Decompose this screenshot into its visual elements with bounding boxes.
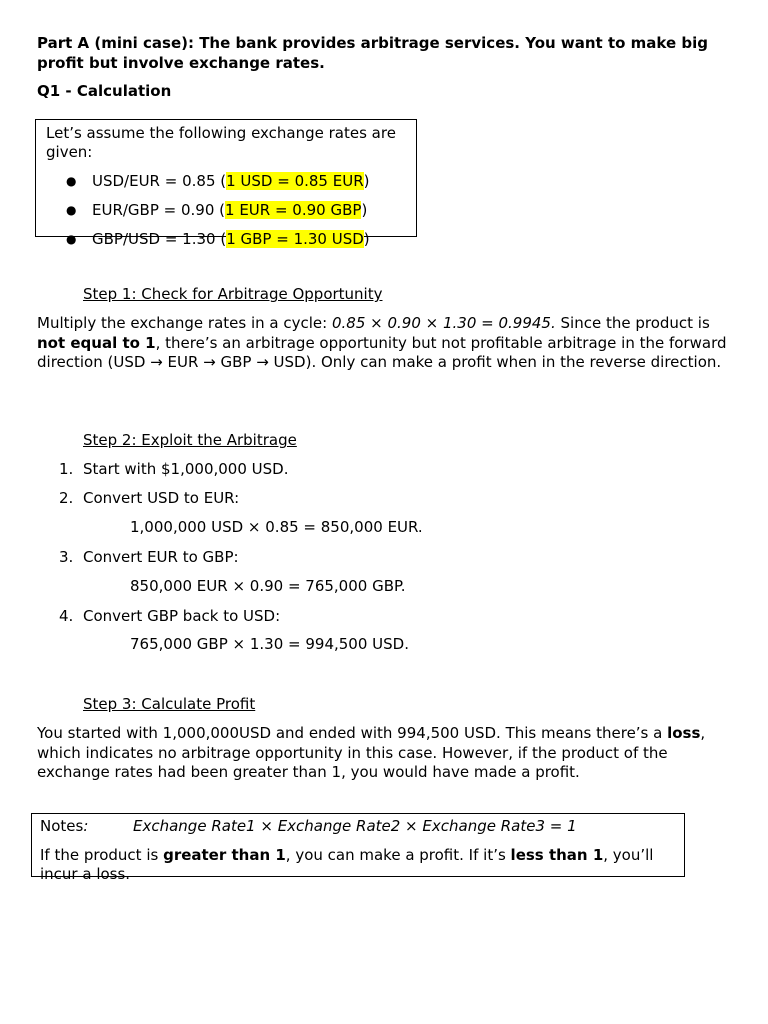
notes-colon: :	[83, 817, 89, 835]
step3-paragraph	[37, 724, 737, 783]
bullet-icon: ●	[66, 232, 77, 246]
rate-highlight: 1 EUR = 0.90 GBP	[225, 201, 362, 219]
notes-bold: greater than 1	[163, 846, 286, 864]
step1-formula: 0.85 × 0.90 × 1.30 = 0.9945.	[331, 314, 556, 332]
rate-close: )	[363, 230, 370, 248]
rate-close: )	[363, 172, 370, 190]
step2-heading: Step 2: Exploit the Arbitrage	[83, 431, 297, 449]
list-text: Convert USD to EUR:	[83, 489, 240, 507]
calculation: 850,000 EUR × 0.90 = 765,000 GBP.	[130, 577, 406, 595]
step1-text: Multiply the exchange rates in a cycle:	[37, 314, 332, 332]
notes-label	[40, 817, 88, 835]
notes-formula: Exchange Rate1 × Exchange Rate2 × Exchange Rate3 = 1	[133, 817, 577, 835]
step1-text: Since the product is	[555, 314, 710, 332]
list-number: 4.	[59, 607, 74, 625]
step3-text: You started with 1,000,000USD and ended with 994,500 USD. This means there’s a	[37, 724, 668, 742]
rate-highlight: 1 USD = 0.85 EUR	[226, 172, 364, 190]
question-heading: Q1 - Calculation	[37, 82, 172, 100]
calculation: 765,000 GBP × 1.30 = 994,500 USD.	[130, 635, 409, 653]
list-text: Convert GBP back to USD:	[83, 607, 281, 625]
notes-box	[31, 813, 685, 883]
rate-close: )	[361, 201, 368, 219]
bullet-icon: ●	[66, 203, 77, 217]
rate-highlight: 1 GBP = 1.30 USD	[226, 230, 364, 248]
notes-text-part: If the product is	[40, 846, 164, 864]
document-title: Part A (mini case): The bank provides arbitrage services. You want to make big profit but involve exchange rates.	[37, 34, 708, 72]
notes-text	[40, 846, 680, 884]
step1-bold: not equal to 1	[37, 333, 156, 352]
notes-bold: less than 1	[510, 846, 604, 864]
notes-label-text: Notes	[40, 817, 84, 835]
list-text: Start with $1,000,000 USD.	[83, 460, 289, 478]
notes-text-part: , you can make a profit. If it’s	[285, 846, 511, 864]
list-text: Convert EUR to GBP:	[83, 548, 239, 566]
list-number: 1.	[59, 460, 74, 478]
notes-text-part: , you’ll incur a loss.	[40, 846, 654, 883]
step1-heading: Step 1: Check for Arbitrage Opportunity	[83, 285, 383, 303]
list-number: 2.	[59, 489, 74, 507]
step1-text: , there’s an arbitrage opportunity but not profitable arbitrage in the forward direction (USD → EUR → GBP → USD). Only can make a profit when in the reverse direction.	[37, 333, 727, 371]
exchange-rates-box	[35, 119, 417, 248]
rate-label: EUR/GBP = 0.90 (	[92, 201, 226, 219]
rates-intro: Let’s assume the following exchange rates are given:	[46, 124, 396, 161]
rate-label: GBP/USD = 1.30 (	[92, 230, 227, 248]
rate-label: USD/EUR = 0.85 (	[92, 172, 227, 190]
step3-heading: Step 3: Calculate Profit	[83, 695, 256, 713]
list-number: 3.	[59, 548, 74, 566]
step3-bold: loss	[667, 724, 701, 742]
step1-paragraph	[37, 314, 737, 373]
calculation: 1,000,000 USD × 0.85 = 850,000 EUR.	[130, 518, 423, 536]
bullet-icon: ●	[66, 174, 77, 188]
step3-text: , which indicates no arbitrage opportunity in this case. However, if the product of the exchange rates had been greater than 1, you would have made a profit.	[37, 724, 706, 781]
